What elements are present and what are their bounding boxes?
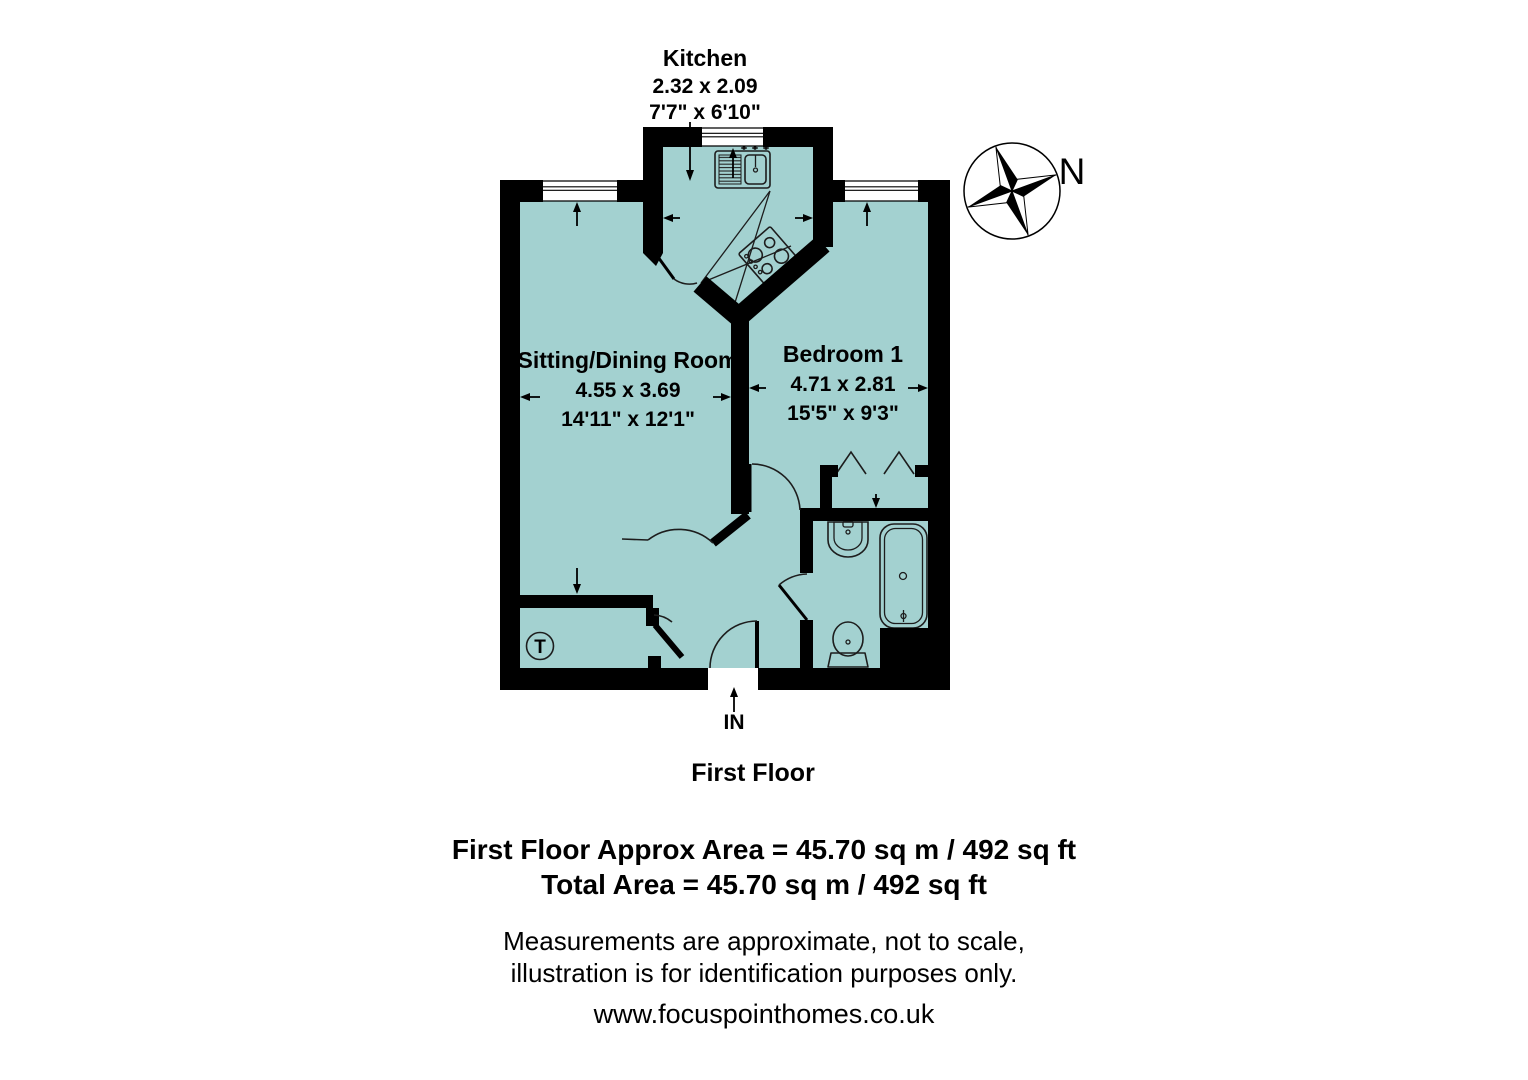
bedroom-dimensions-metric: 4.71 x 2.81: [790, 373, 896, 396]
bedroom-window: [845, 181, 918, 202]
kitchen-label: [649, 45, 761, 124]
entrance-arrow: [730, 687, 738, 712]
bedroom-name: Bedroom 1: [782, 341, 904, 367]
sitting-room-name: Sitting/Dining Room: [517, 347, 739, 373]
kitchen-name: Kitchen: [662, 45, 748, 71]
kitchen-dimensions-metric: 2.32 x 2.09: [652, 75, 758, 98]
captions: [452, 759, 1076, 1029]
area-line-2: Total Area = 45.70 sq m / 492 sq ft: [541, 869, 987, 900]
kitchen-window: [702, 128, 763, 147]
bedroom-label: [783, 341, 903, 425]
bedroom-dimensions-imperial: 15'5" x 9'3": [787, 402, 899, 425]
tank-label: T: [534, 637, 546, 658]
entrance-label: IN: [723, 711, 745, 734]
disclaimer-line-1: Measurements are approximate, not to scale,: [503, 926, 1025, 956]
area-line-1: First Floor Approx Area = 45.70 sq m / 492 sq ft: [451, 834, 1077, 865]
floor-title: First Floor: [691, 759, 815, 787]
website-url: www.focuspointhomes.co.uk: [593, 999, 935, 1029]
kitchen-dimensions-imperial: 7'7" x 6'10": [649, 101, 761, 124]
sitting-room-window: [543, 181, 617, 202]
sitting-room-dimensions-metric: 4.55 x 3.69: [575, 379, 681, 402]
disclaimer-line-2: illustration is for identification purposes only.: [510, 958, 1018, 988]
sitting-room-dimensions-imperial: 14'11" x 12'1": [561, 408, 695, 431]
compass-icon: [964, 143, 1085, 239]
compass-north-label: N: [1058, 151, 1086, 192]
